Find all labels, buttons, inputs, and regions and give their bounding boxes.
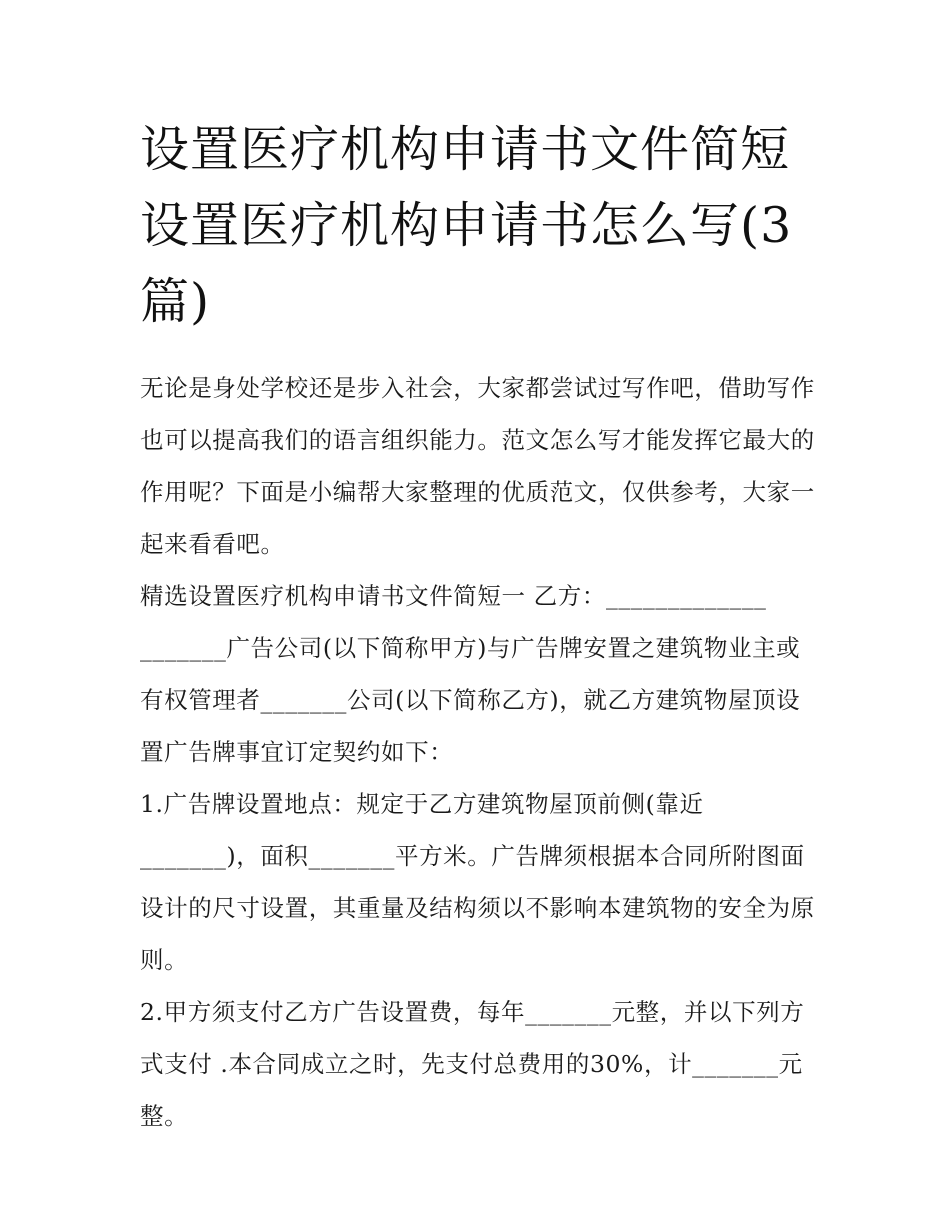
clause-1-paragraph: 1.广告牌设置地点：规定于乙方建筑物屋顶前侧(靠近_______)，面积_______平方米。广告牌须根据本合同所附图面设计的尺寸设置，其重量及结构须以不影响本建筑物的安全为原则。 bbox=[140, 790, 815, 974]
intro-paragraph: 无论是身处学校还是步入社会，大家都尝试过写作吧，借助写作也可以提高我们的语言组织能力。范文怎么写才能发挥它最大的作用呢？下面是小编帮大家整理的优质范文，仅供参考，大家一起来看看吧。 bbox=[140, 374, 815, 558]
document-title: 设置医疗机构申请书文件简短设置医疗机构申请书怎么写(3篇) bbox=[140, 121, 793, 330]
contract-preamble-paragraph: 精选设置医疗机构申请书文件简短一 乙方：_____________ _______广告公司(以下简称甲方)与广告牌安置之建筑物业主或有权管理者_______公司(以下简称乙方)，就乙方建筑物屋顶设置广告牌事宜订定契约如下： bbox=[140, 582, 801, 766]
document-page bbox=[140, 112, 820, 1142]
clause-2-paragraph: 2.甲方须支付乙方广告设置费，每年_______元整，并以下列方式支付 .本合同成立之时，先支付总费用的30%，计_______元整。 bbox=[140, 998, 805, 1130]
document-body bbox=[140, 362, 820, 1142]
